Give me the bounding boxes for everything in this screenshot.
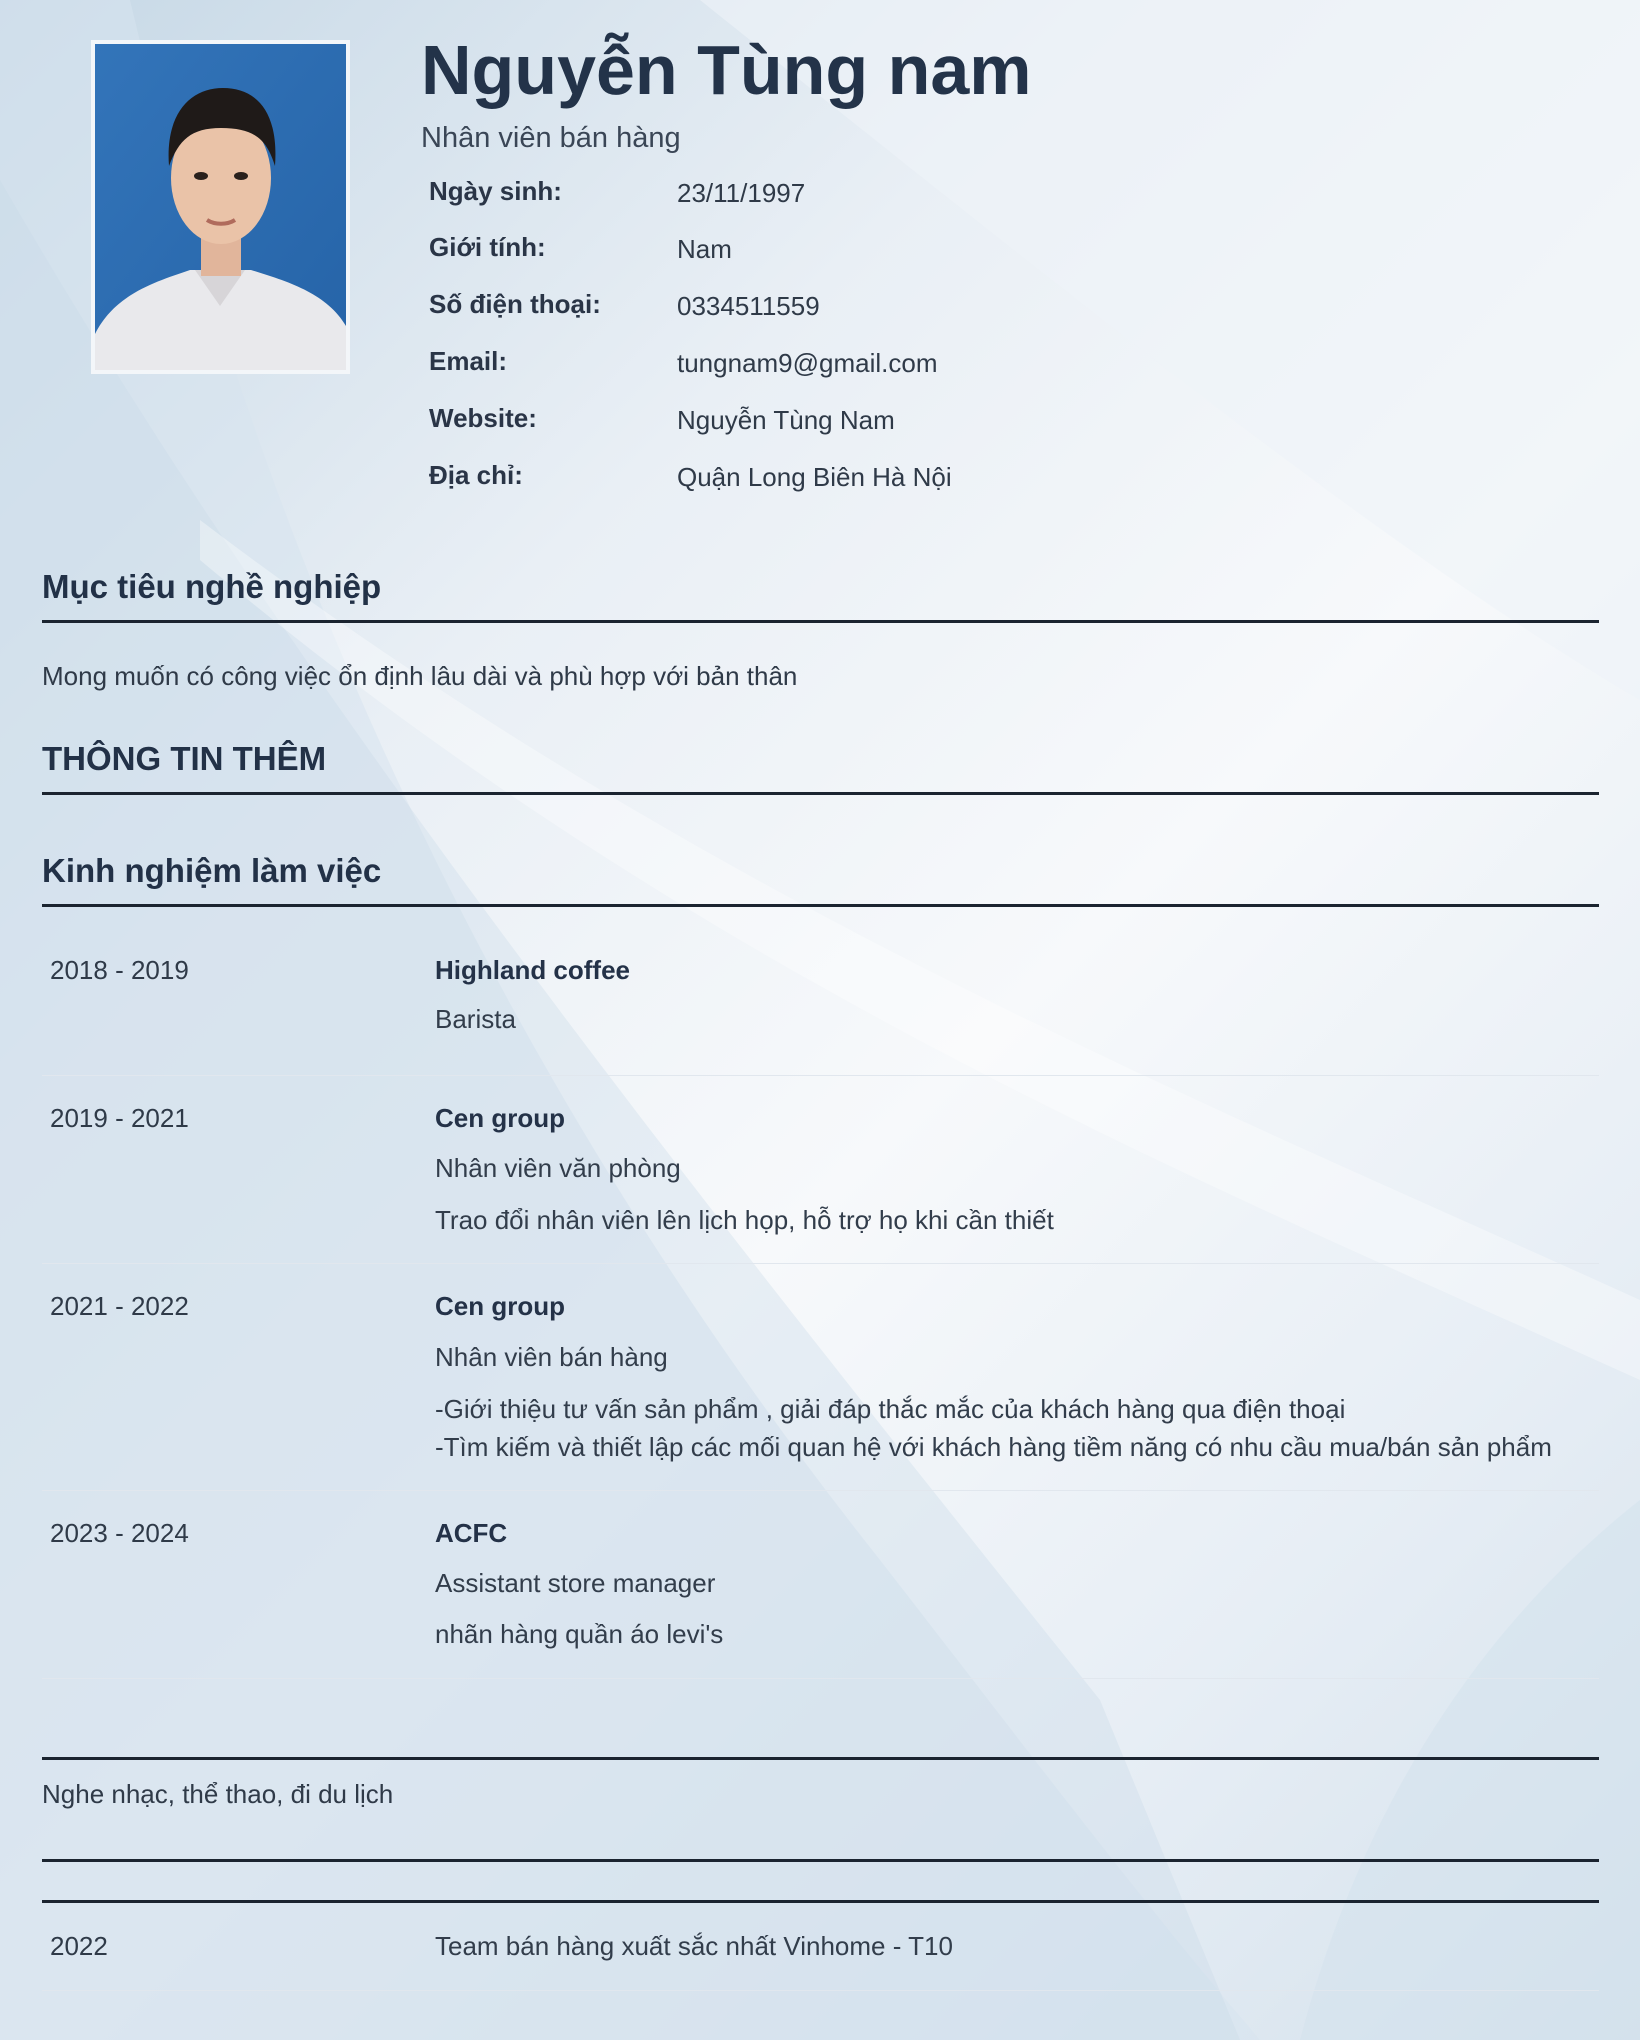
job-position: Nhân viên bán hàng (421, 122, 681, 154)
experience-detail: -Tìm kiếm và thiết lập các mối quan hệ với khách hàng tiềm năng có nhu cầu mua/bán sản phẩm (435, 1432, 1552, 1462)
info-value: Quận Long Biên Hà Nội (677, 462, 952, 492)
section-divider (42, 1859, 1599, 1862)
section-divider (42, 792, 1599, 795)
info-label: Email: (429, 346, 508, 376)
year-end: 2024 (130, 1518, 189, 1548)
experience-years: 2019 - 2021 (50, 1103, 189, 1133)
experience-years: 2023 - 2024 (50, 1518, 189, 1548)
info-value: 23/11/1997 (677, 178, 806, 208)
section-divider (42, 1900, 1599, 1903)
year-start: 2021 (50, 1291, 108, 1321)
section-divider (42, 1757, 1599, 1760)
experience-detail: nhãn hàng quần áo levi's (435, 1619, 724, 1649)
experience-years: 2018 - 2019 (50, 955, 189, 985)
experience-detail: Barista (435, 1004, 516, 1034)
info-label: Website: (429, 403, 537, 433)
objective-title: Mục tiêu nghề nghiệp (42, 568, 382, 605)
award-year: 2022 (50, 1931, 108, 1961)
info-label: Giới tính: (429, 232, 546, 262)
experience-title: Kinh nghiệm làm việc (42, 852, 382, 889)
profile-photo (91, 40, 350, 374)
experience-detail: Assistant store manager (435, 1568, 716, 1598)
section-divider (42, 904, 1599, 907)
experience-detail: Trao đổi nhân viên lên lịch họp, hỗ trợ họ khi cần thiết (435, 1205, 1054, 1235)
extra-info-title: THÔNG TIN THÊM (42, 740, 327, 777)
experience-years: 2021 - 2022 (50, 1291, 189, 1321)
objective-text: Mong muốn có công việc ổn định lâu dài và phù hợp với bản thân (42, 661, 798, 691)
candidate-name: Nguyễn Tùng nam (421, 31, 1032, 109)
experience-detail: -Giới thiệu tư vấn sản phẩm , giải đáp thắc mắc của khách hàng qua điện thoại (435, 1394, 1346, 1424)
award-title: Team bán hàng xuất sắc nhất Vinhome - T10 (435, 1931, 953, 1961)
info-value: 0334511559 (677, 291, 820, 321)
experience-company: Cen group (435, 1103, 565, 1133)
item-divider (42, 1263, 1599, 1264)
info-label: Địa chỉ: (429, 460, 523, 490)
item-divider (42, 1990, 1599, 1991)
section-divider (42, 620, 1599, 623)
year-end: 2019 (130, 955, 189, 985)
experience-detail: Nhân viên văn phòng (435, 1153, 681, 1183)
experience-company: Highland coffee (435, 955, 631, 985)
info-value: tungnam9@gmail.com (677, 348, 938, 378)
year-end: 2021 (130, 1103, 189, 1133)
portrait-image (95, 44, 346, 370)
year-start: 2018 (50, 955, 108, 985)
info-label: Số điện thoại: (429, 289, 601, 319)
experience-company: ACFC (435, 1518, 508, 1548)
year-start: 2023 (50, 1518, 108, 1548)
hobbies-text: Nghe nhạc, thể thao, đi du lịch (42, 1779, 394, 1809)
year-end: 2022 (130, 1291, 189, 1321)
item-divider (42, 1678, 1599, 1679)
year-start: 2019 (50, 1103, 108, 1133)
item-divider (42, 1075, 1599, 1076)
info-label: Ngày sinh: (429, 176, 562, 206)
item-divider (42, 1490, 1599, 1491)
info-value: Nam (677, 234, 732, 264)
info-value: Nguyễn Tùng Nam (677, 405, 895, 435)
experience-detail: Nhân viên bán hàng (435, 1342, 668, 1372)
experience-company: Cen group (435, 1291, 565, 1321)
